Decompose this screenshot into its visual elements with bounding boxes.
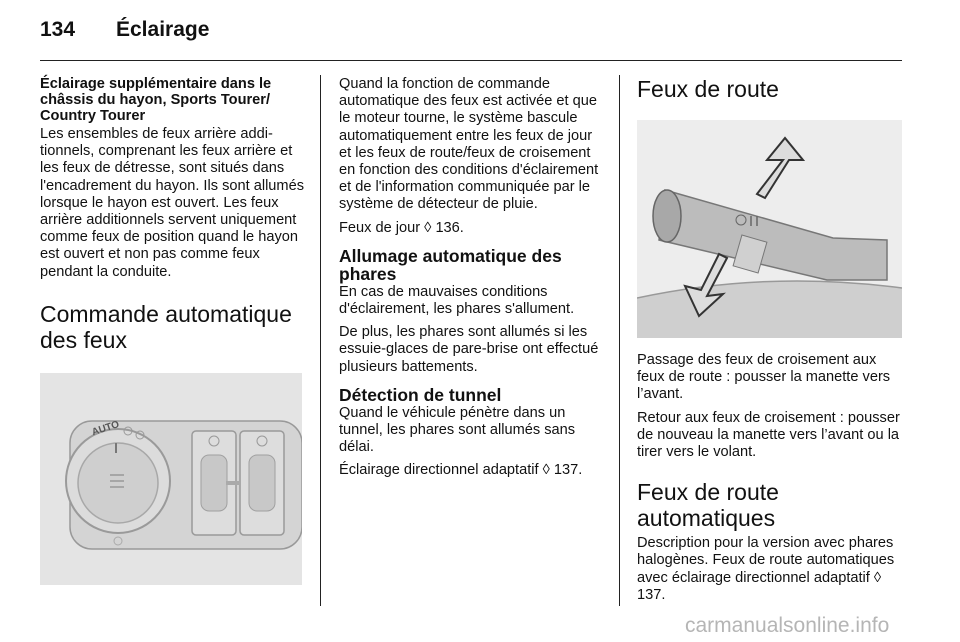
column-2: [339, 76, 603, 480]
paragraph: De plus, les phares sont allumés si les essuie-glaces de pare-brise ont effectué plusieurs battements.: [339, 324, 599, 375]
subheading-tailgate-lights: Éclairage supplémentaire dans le châssis du hayon, Sports Tourer/ Country Tourer: [40, 76, 272, 124]
auto-label: AUTO: [90, 418, 121, 439]
column-3: [637, 76, 903, 604]
column-1: [40, 76, 304, 585]
column-divider: [619, 75, 620, 606]
paragraph: Quand la fonction de commande automatique des feux est activée et que le moteur tourne, le système bascule automatiquement entre les feux de jour et les feux de route/feux de croisement en fonction des conditions d'éclairement et de l'information communiquée par le système de détecteur de pluie.: [339, 76, 599, 213]
cross-reference: Éclairage directionnel adaptatif ◊ 137.: [339, 462, 583, 479]
turn-signal-lever-illustration: [637, 120, 902, 338]
heading-auto-high-beam: Feux de route automatiques: [637, 479, 779, 532]
page-header: [40, 18, 900, 58]
paragraph: En cas de mauvaises conditions d'éclairement, les phares s'allument.: [339, 283, 575, 318]
chapter-title: Éclairage: [116, 18, 210, 41]
paragraph: Les ensembles de feux arrière additionnels, comprenant les feux arrière et les feux de détresse, sont situés dans l'encadrement du hayon. Ils sont allumés lorsque le hayon est ouvert. Les feux arrière additionnels servent uniquement comme feux de position quand le hayon est ouvert et non pas comme feux pendant la conduite.: [40, 126, 304, 280]
heading-auto-headlights: Allumage automatique des phares: [339, 245, 562, 284]
light-switch-illustration: [40, 373, 302, 585]
paragraph: Retour aux feux de croisement : pousser de nouveau la manette vers l’avant ou la tirer vers le volant.: [637, 409, 900, 461]
paragraph: Description pour la version avec phares halogènes. Feux de route automatiques avec éclairage directionnel adaptatif ◊ 137.: [637, 535, 895, 603]
watermark: carmanualsonline.info: [685, 614, 890, 637]
column-divider: [320, 75, 321, 606]
header-rule: [40, 60, 902, 61]
heading-auto-light-control: Commande automatique des feux: [40, 300, 292, 353]
page-number: 134: [40, 18, 76, 41]
cross-reference: Feux de jour ◊ 136.: [339, 219, 464, 236]
heading-tunnel-detection: Détection de tunnel: [339, 384, 502, 405]
paragraph: Quand le véhicule pénètre dans un tunnel, les phares sont allumés sans délai.: [339, 404, 576, 456]
paragraph: Passage des feux de croisement aux feux de route : pousser la manette vers l’avant.: [637, 352, 891, 403]
heading-high-beam: Feux de route: [637, 76, 779, 102]
